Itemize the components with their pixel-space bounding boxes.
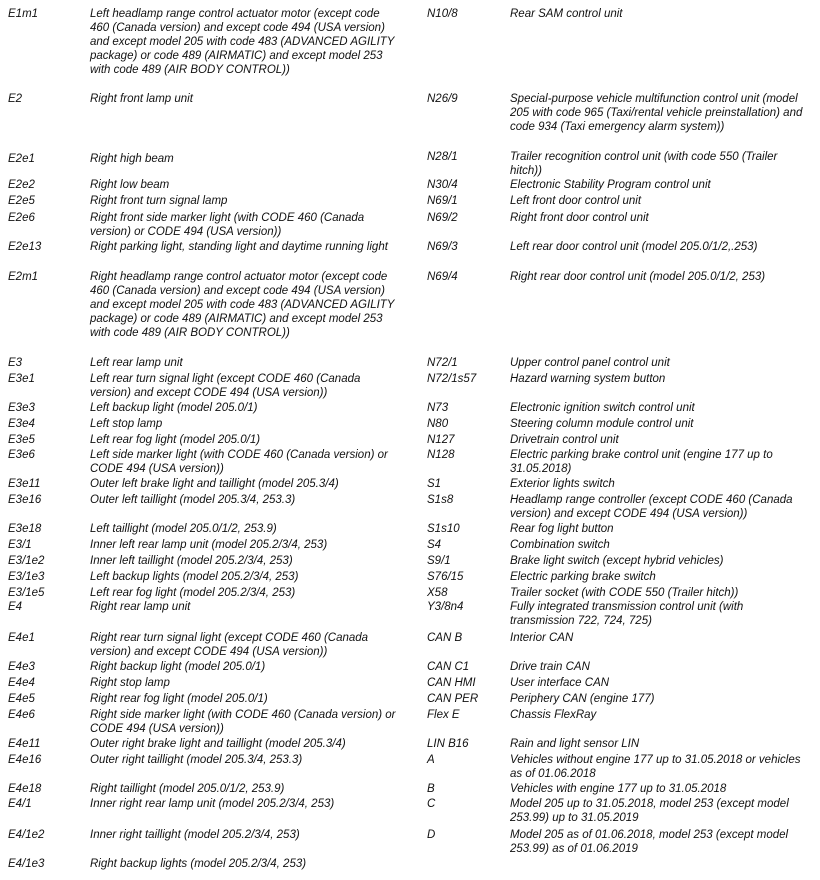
component-description: Left backup lights (model 205.2/3/4, 253) xyxy=(90,571,299,583)
component-description: Right backup lights (model 205.2/3/4, 253) xyxy=(90,858,307,870)
component-code: N10/8 xyxy=(427,8,458,20)
component-code: E2e13 xyxy=(8,241,42,253)
component-description: Vehicles without engine 177 up to 31.05.2018 or vehicles as of 01.06.2018 xyxy=(510,754,801,780)
component-description: Inner right rear lamp unit (model 205.2/3/4, 253) xyxy=(90,798,335,810)
component-code: S4 xyxy=(427,539,442,551)
component-code: E3e16 xyxy=(8,494,42,506)
component-code: S1s8 xyxy=(427,494,454,506)
component-description: Outer right brake light and taillight (model 205.3/4) xyxy=(90,738,346,750)
component-description: Headlamp range controller (except CODE 460 (Canada version) and except CODE 494 (USA version)) xyxy=(510,494,793,520)
component-code: E3/1e5 xyxy=(8,587,45,599)
component-description: Periphery CAN (engine 177) xyxy=(510,693,655,705)
component-code: E2 xyxy=(8,93,23,105)
component-code: E3e4 xyxy=(8,418,35,430)
component-description: Right rear door control unit (model 205.0/1/2, 253) xyxy=(510,271,766,283)
component-description: Electric parking brake switch xyxy=(510,571,656,583)
component-description: Right taillight (model 205.0/1/2, 253.9) xyxy=(90,783,285,795)
component-code: N28/1 xyxy=(427,151,458,163)
component-code: E2e1 xyxy=(8,153,35,165)
component-code: CAN C1 xyxy=(427,661,470,673)
component-code: S76/15 xyxy=(427,571,464,583)
component-code: E3 xyxy=(8,357,23,369)
component-description: Combination switch xyxy=(510,539,610,551)
component-code: N72/1s57 xyxy=(427,373,477,385)
component-code: E4/1e3 xyxy=(8,858,45,870)
component-description: Electric parking brake control unit (engine 177 up to 31.05.2018) xyxy=(510,449,773,475)
component-description: Right headlamp range control actuator motor (except code 460 (Canada version) and except code 494 (USA version) and except model 205 with code 483 (ADVANCED AGILITY package) or code 489 (AIRMATIC) and except model 253 with code 489 (AIR BODY CONTROL)) xyxy=(90,271,395,339)
component-code: D xyxy=(427,829,436,841)
component-description: Right front turn signal lamp xyxy=(90,195,228,207)
component-description: Outer right taillight (model 205.3/4, 253.3) xyxy=(90,754,303,766)
component-description: Brake light switch (except hybrid vehicles) xyxy=(510,555,724,567)
component-code: E3e6 xyxy=(8,449,35,461)
component-code: E3/1e3 xyxy=(8,571,45,583)
component-code: E3e3 xyxy=(8,402,35,414)
component-description: Hazard warning system button xyxy=(510,373,666,385)
component-code: N72/1 xyxy=(427,357,458,369)
component-code: E4e1 xyxy=(8,632,35,644)
component-code: S9/1 xyxy=(427,555,451,567)
component-code: E4e18 xyxy=(8,783,42,795)
component-code: E2e6 xyxy=(8,212,35,224)
component-code: E4e3 xyxy=(8,661,35,673)
component-code: E4/1 xyxy=(8,798,32,810)
component-code: E3/1 xyxy=(8,539,32,551)
component-description: Right rear fog light (model 205.0/1) xyxy=(90,693,268,705)
component-code: E1m1 xyxy=(8,8,39,20)
component-description: Left taillight (model 205.0/1/2, 253.9) xyxy=(90,523,277,535)
component-description: Vehicles with engine 177 up to 31.05.2018 xyxy=(510,783,727,795)
component-code: CAN HMI xyxy=(427,677,476,689)
component-description: Interior CAN xyxy=(510,632,574,644)
component-code: N69/2 xyxy=(427,212,458,224)
component-code: E3e1 xyxy=(8,373,35,385)
component-description: Inner left rear lamp unit (model 205.2/3/4, 253) xyxy=(90,539,328,551)
component-description: Right rear lamp unit xyxy=(90,601,191,613)
component-code: E3e18 xyxy=(8,523,42,535)
component-description: Right side marker light (with CODE 460 (Canada version) or CODE 494 (USA version)) xyxy=(90,709,396,735)
component-description: Left front door control unit xyxy=(510,195,642,207)
component-code: S1s10 xyxy=(427,523,460,535)
component-description: Left side marker light (with CODE 460 (Canada version) or CODE 494 (USA version)) xyxy=(90,449,388,475)
component-description: Rear SAM control unit xyxy=(510,8,623,20)
component-description: Left headlamp range control actuator motor (except code 460 (Canada version) and except code 494 (USA version) and except model 205 with code 483 (ADVANCED AGILITY package) or code 489 (AIRMATIC) and except model 253 with code 489 (AIR BODY CONTROL)) xyxy=(90,8,395,76)
component-description: Right rear turn signal light (except CODE 460 (Canada version) and except CODE 494 (USA version)) xyxy=(90,632,369,658)
component-code: N69/1 xyxy=(427,195,458,207)
component-description: User interface CAN xyxy=(510,677,610,689)
component-code: E4e11 xyxy=(8,738,41,750)
component-description: Left rear fog light (model 205.0/1) xyxy=(90,434,261,446)
component-description: Left rear turn signal light (except CODE 460 (Canada version) and except CODE 494 (USA version)) xyxy=(90,373,361,399)
component-code: N128 xyxy=(427,449,455,461)
component-description: Rear fog light button xyxy=(510,523,614,535)
component-description: Left rear lamp unit xyxy=(90,357,183,369)
component-code: N30/4 xyxy=(427,179,458,191)
component-description: Drive train CAN xyxy=(510,661,590,673)
component-code: E2m1 xyxy=(8,271,39,283)
component-description: Right front side marker light (with CODE 460 (Canada version) or CODE 494 (USA version)) xyxy=(90,212,365,238)
component-description: Electronic ignition switch control unit xyxy=(510,402,695,414)
component-description: Right stop lamp xyxy=(90,677,170,689)
component-code: E4e16 xyxy=(8,754,42,766)
component-description: Exterior lights switch xyxy=(510,478,615,490)
component-description: Right front door control unit xyxy=(510,212,649,224)
component-code: E3/1e2 xyxy=(8,555,45,567)
component-description: Left stop lamp xyxy=(90,418,163,430)
component-code: E4 xyxy=(8,601,23,613)
component-code: E3e11 xyxy=(8,478,41,490)
component-description: Chassis FlexRay xyxy=(510,709,597,721)
component-code: E4/1e2 xyxy=(8,829,45,841)
component-code: S1 xyxy=(427,478,442,490)
component-description: Right high beam xyxy=(90,153,174,165)
component-code: N69/3 xyxy=(427,241,458,253)
component-code: E2e2 xyxy=(8,179,35,191)
component-description: Inner left taillight (model 205.2/3/4, 253) xyxy=(90,555,293,567)
component-code: Y3/8n4 xyxy=(427,601,464,613)
component-code: CAN B xyxy=(427,632,463,644)
component-description: Right low beam xyxy=(90,179,170,191)
component-code: N69/4 xyxy=(427,271,458,283)
component-code: Flex E xyxy=(427,709,460,721)
component-code: E2e5 xyxy=(8,195,35,207)
component-description: Outer left taillight (model 205.3/4, 253.3) xyxy=(90,494,296,506)
component-code: N127 xyxy=(427,434,455,446)
component-code: C xyxy=(427,798,436,810)
component-description: Electronic Stability Program control unit xyxy=(510,179,711,191)
component-description: Inner right taillight (model 205.2/3/4, 253) xyxy=(90,829,300,841)
component-description: Model 205 up to 31.05.2018, model 253 (except model 253.99) up to 31.05.2019 xyxy=(510,798,789,824)
component-code: N26/9 xyxy=(427,93,458,105)
component-description: Model 205 as of 01.06.2018, model 253 (except model 253.99) as of 01.06.2019 xyxy=(510,829,789,855)
component-code: E4e5 xyxy=(8,693,35,705)
component-code: LIN B16 xyxy=(427,738,469,750)
component-code: CAN PER xyxy=(427,693,479,705)
component-description: Outer left brake light and taillight (model 205.3/4) xyxy=(90,478,339,490)
component-description: Left rear door control unit (model 205.0/1/2,.253) xyxy=(510,241,758,253)
component-description: Right backup light (model 205.0/1) xyxy=(90,661,266,673)
component-description: Right front lamp unit xyxy=(90,93,193,105)
component-code: E4e4 xyxy=(8,677,35,689)
component-code: B xyxy=(427,783,435,795)
component-description: Drivetrain control unit xyxy=(510,434,619,446)
component-description: Left rear fog light (model 205.2/3/4, 253) xyxy=(90,587,296,599)
component-description: Trailer recognition control unit (with code 550 (Trailer hitch)) xyxy=(510,151,778,177)
component-description: Rain and light sensor LIN xyxy=(510,738,640,750)
component-description: Trailer socket (with CODE 550 (Trailer hitch)) xyxy=(510,587,739,599)
component-description: Left backup light (model 205.0/1) xyxy=(90,402,258,414)
component-code: A xyxy=(427,754,435,766)
component-code: E4e6 xyxy=(8,709,35,721)
component-description: Upper control panel control unit xyxy=(510,357,670,369)
component-description: Right parking light, standing light and daytime running light xyxy=(90,241,388,253)
component-code: N73 xyxy=(427,402,449,414)
component-description: Special-purpose vehicle multifunction control unit (model 205 with code 965 (Taxi/rental vehicle preinstallation) and code 934 (Taxi emergency alarm system)) xyxy=(510,93,803,133)
component-description: Fully integrated transmission control unit (with transmission 722, 724, 725) xyxy=(510,601,744,627)
component-description: Steering column module control unit xyxy=(510,418,694,430)
component-code: X58 xyxy=(427,587,448,599)
component-code: E3e5 xyxy=(8,434,35,446)
component-code: N80 xyxy=(427,418,449,430)
